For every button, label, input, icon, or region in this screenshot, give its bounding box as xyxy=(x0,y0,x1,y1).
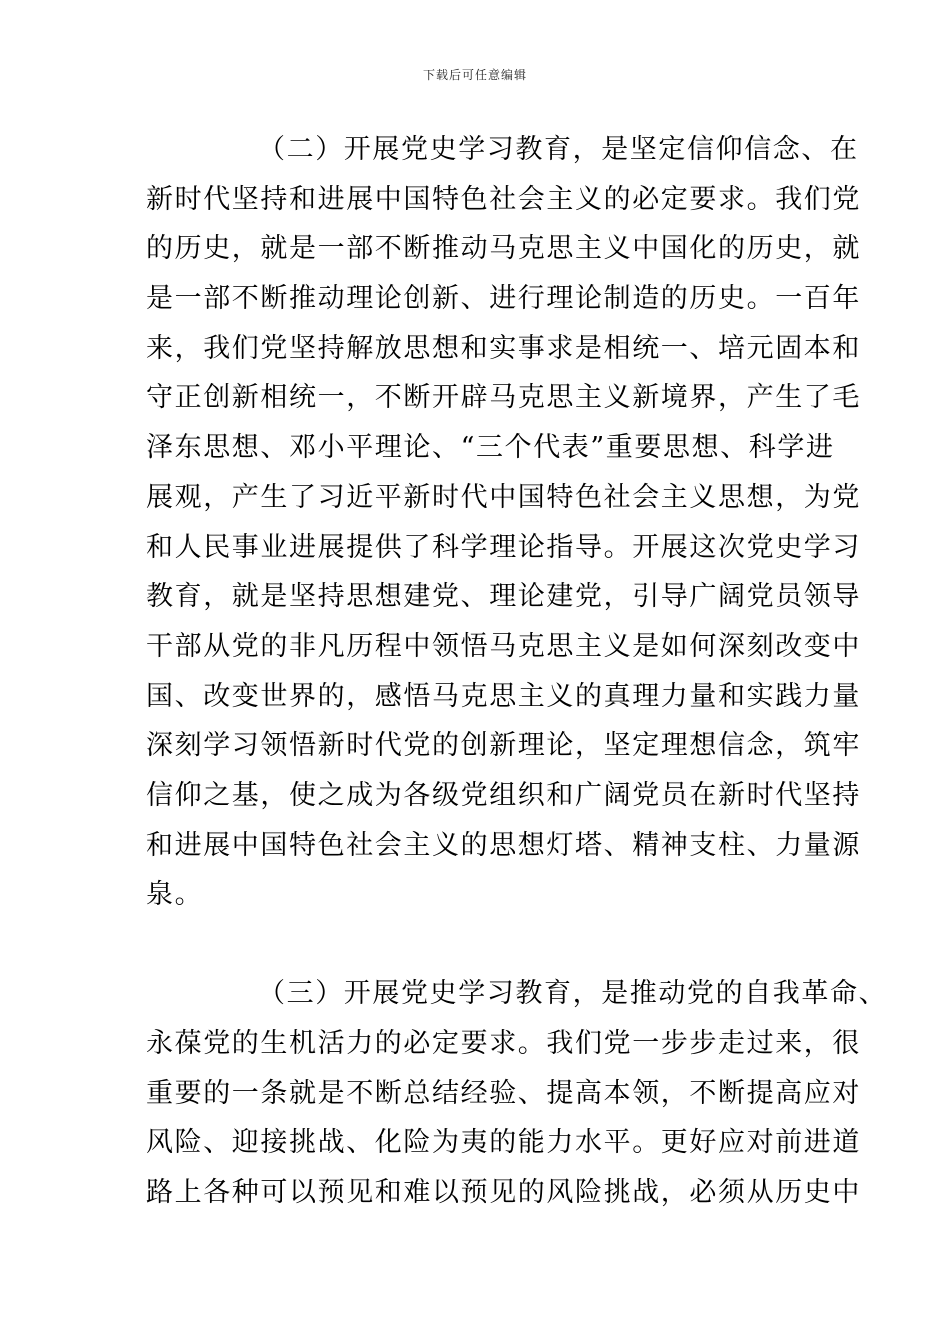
paragraph-line: （三）开展党史学习教育，是推动党的自我革命、 xyxy=(258,978,888,1009)
paragraph-line: 干部从党的非凡历程中领悟马克思主义是如何深刻改变中 xyxy=(146,631,861,662)
paragraph-line: 信仰之基，使之成为各级党组织和广阔党员在新时代坚持 xyxy=(146,780,861,811)
paragraph-line: 和人民事业进展提供了科学理论指导。开展这次党史学习 xyxy=(146,532,861,563)
header-note: 下载后可任意编辑 xyxy=(422,68,527,82)
paragraph-line: 泽东思想、邓小平理论、“三个代表”重要思想、科学进 xyxy=(146,432,835,463)
paragraph-line: 深刻学习领悟新时代党的创新理论，坚定理想信念，筑牢 xyxy=(146,730,861,761)
paragraph-line: 泉。 xyxy=(146,879,204,910)
paragraph-line: 和进展中国特色社会主义的思想灯塔、精神支柱、力量源 xyxy=(146,830,861,861)
paragraph-line: 重要的一条就是不断总结经验、提高本领，不断提高应对 xyxy=(146,1078,861,1109)
paragraph-line: 国、改变世界的，感悟马克思主义的真理力量和实践力量 xyxy=(146,681,861,712)
paragraph-line: 教育，就是坚持思想建党、理论建党，引导广阔党员领导 xyxy=(146,581,861,612)
paragraph-line: 永葆党的生机活力的必定要求。我们党一步步走过来，很 xyxy=(146,1028,861,1059)
paragraph-line: 是一部不断推动理论创新、进行理论制造的历史。一百年 xyxy=(146,283,861,314)
paragraph-line: 来，我们党坚持解放思想和实事求是相统一、培元固本和 xyxy=(146,333,861,364)
paragraph-line: 路上各种可以预见和难以预见的风险挑战，必须从历史中 xyxy=(146,1177,861,1208)
paragraph-line: 风险、迎接挑战、化险为夷的能力水平。更好应对前进道 xyxy=(146,1127,861,1158)
paragraph-line: 展观，产生了习近平新时代中国特色社会主义思想，为党 xyxy=(146,482,861,513)
paragraph-line: 的历史，就是一部不断推动马克思主义中国化的历史，就 xyxy=(146,233,861,264)
paragraph-line: 新时代坚持和进展中国特色社会主义的必定要求。我们党 xyxy=(146,184,861,215)
paragraph-line: 守正创新相统一，不断开辟马克思主义新境界，产生了毛 xyxy=(146,382,861,413)
paragraph-line: （二）开展党史学习教育，是坚定信仰信念、在 xyxy=(258,134,859,165)
